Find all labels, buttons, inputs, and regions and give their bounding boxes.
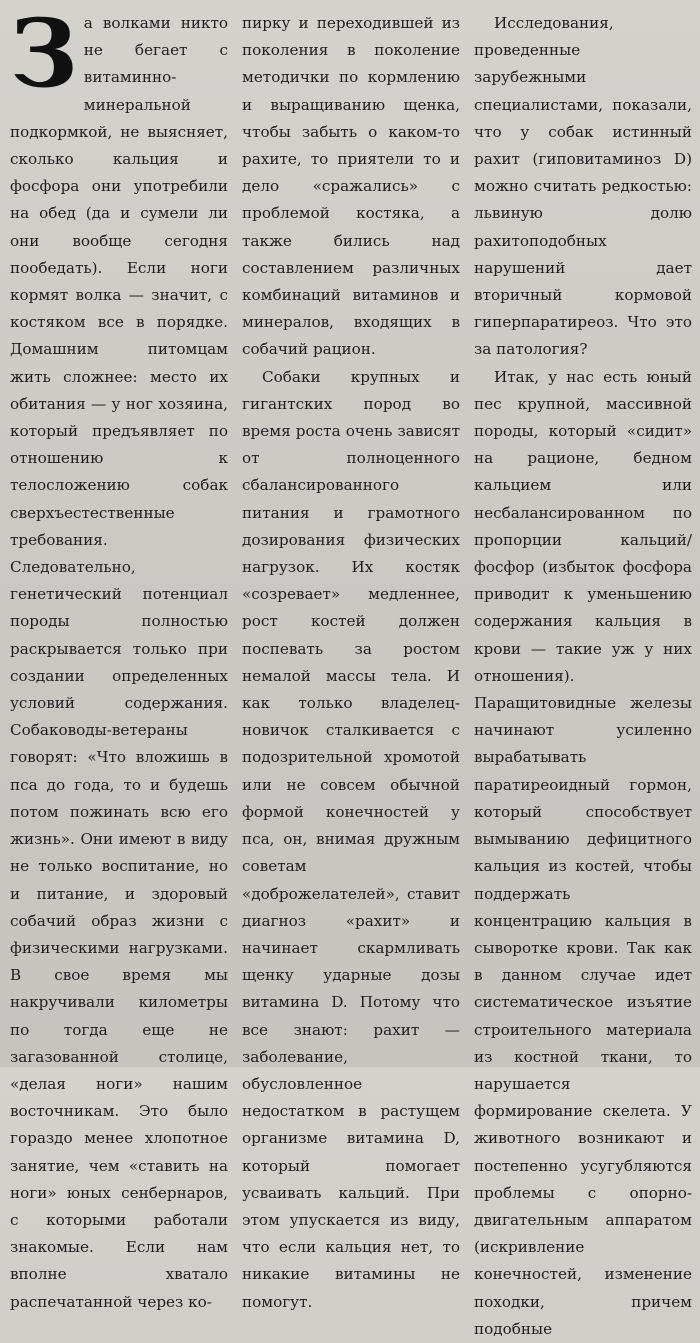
article-column-1 (10, 0, 228, 1311)
paragraph: Исследования, проведенные зарубежными специалистами, показали, что у собак истинный рахит (гиповитаминоз D) можно считать редкостью: львиную долю рахитоподобных нарушений дает вторичный кормовой гиперпаратиреоз. Что это за патология? (474, 14, 692, 359)
paragraph-text: а волками никто не бегает с витаминно-минеральной подкормкой, не выясняет, сколько кальция и фосфора они употребили на обед (да и сумели ли они вообще сегодня пообедать). Если ноги кормят волка — значит, с костяком все в порядке. Домашним питомцам жить сложнее: место их обитания — у ног хозяина, который предъявляет по отношению к телосложению собак сверхъестественные требования. Следовательно, генетический потенциал породы полностью раскрывается только при создании определенных условий содержания. Собаководы-ветераны говорят: «Что вложишь в пса до года, то и будешь потом пожинать всю его жизнь». Они имеют в виду не только воспитание, но и питание, и здоровый собачий образ жизни с физическими нагрузками. В свое время мы накручивали километры по тогда еще не загазованной столице, «делая ноги» нашим восточникам. Это было гораздо менее хлопотное занятие, чем «ставить на ноги» юных сенбернаров, с которыми работали знакомые. Если нам вполне хватало распечатанной через ко- (10, 14, 228, 1311)
paragraph (10, 0, 228, 1316)
paragraph: Собаки крупных и гигантских пород во время роста очень зависят от полноценного сбалансированного питания и грамотного дозирования физических нагрузок. Их костяк «созревает» медленнее, рост костей должен поспевать за ростом немалой массы тела. И как только владелец-новичок сталкивается с подозрительной хромотой или не совсем обычной формой конечностей у пса, он, внимая дружным советам «доброжелателей», ставит диагноз «рахит» и начинает скармливать щенку ударные дозы витамина D. Потому что все знают: рахит — заболевание, обусловленное недостатком в растущем организме витамина D, который помогает усваивать кальций. При этом упускается из виду, что если кальция нет, то никакие витамины не помогут. (242, 367, 460, 1311)
article-columns (10, 0, 692, 1338)
paragraph: пирку и переходившей из поколения в поколение методички по кормлению и выращиванию щенка, чтобы забыть о каком-то рахите, то приятели то и дело «сражались» с проблемой костяка, а также бились над составлением различных комбинаций витаминов и минералов, входящих в собачий рацион. (242, 14, 460, 359)
article-column-3 (474, 10, 692, 1338)
drop-cap-letter: З (10, 0, 78, 109)
article-column-2 (242, 10, 460, 1311)
paragraph: Итак, у нас есть юный пес крупной, массивной породы, который «сидит» на рационе, бедном кальцием или несбалансированном по пропорции кальций/фосфор (избыток фосфора приводит к уменьшению содержания кальция в крови — такие уж у них отношения). Паращитовидные железы начинают усиленно вырабатывать паратиреоидный гормон, который способствует вымыванию дефицитного кальция из костей, чтобы поддержать концентрацию кальция в сыворотке крови. Так как в данном случае идет систематическое изъятие строительного материала из костной ткани, то нарушается формирование скелета. У животного возникают и постепенно усугубляются проблемы с опорно-двигательным аппаратом (искривление конечностей, изменение походки, причем подобные (474, 367, 692, 1338)
